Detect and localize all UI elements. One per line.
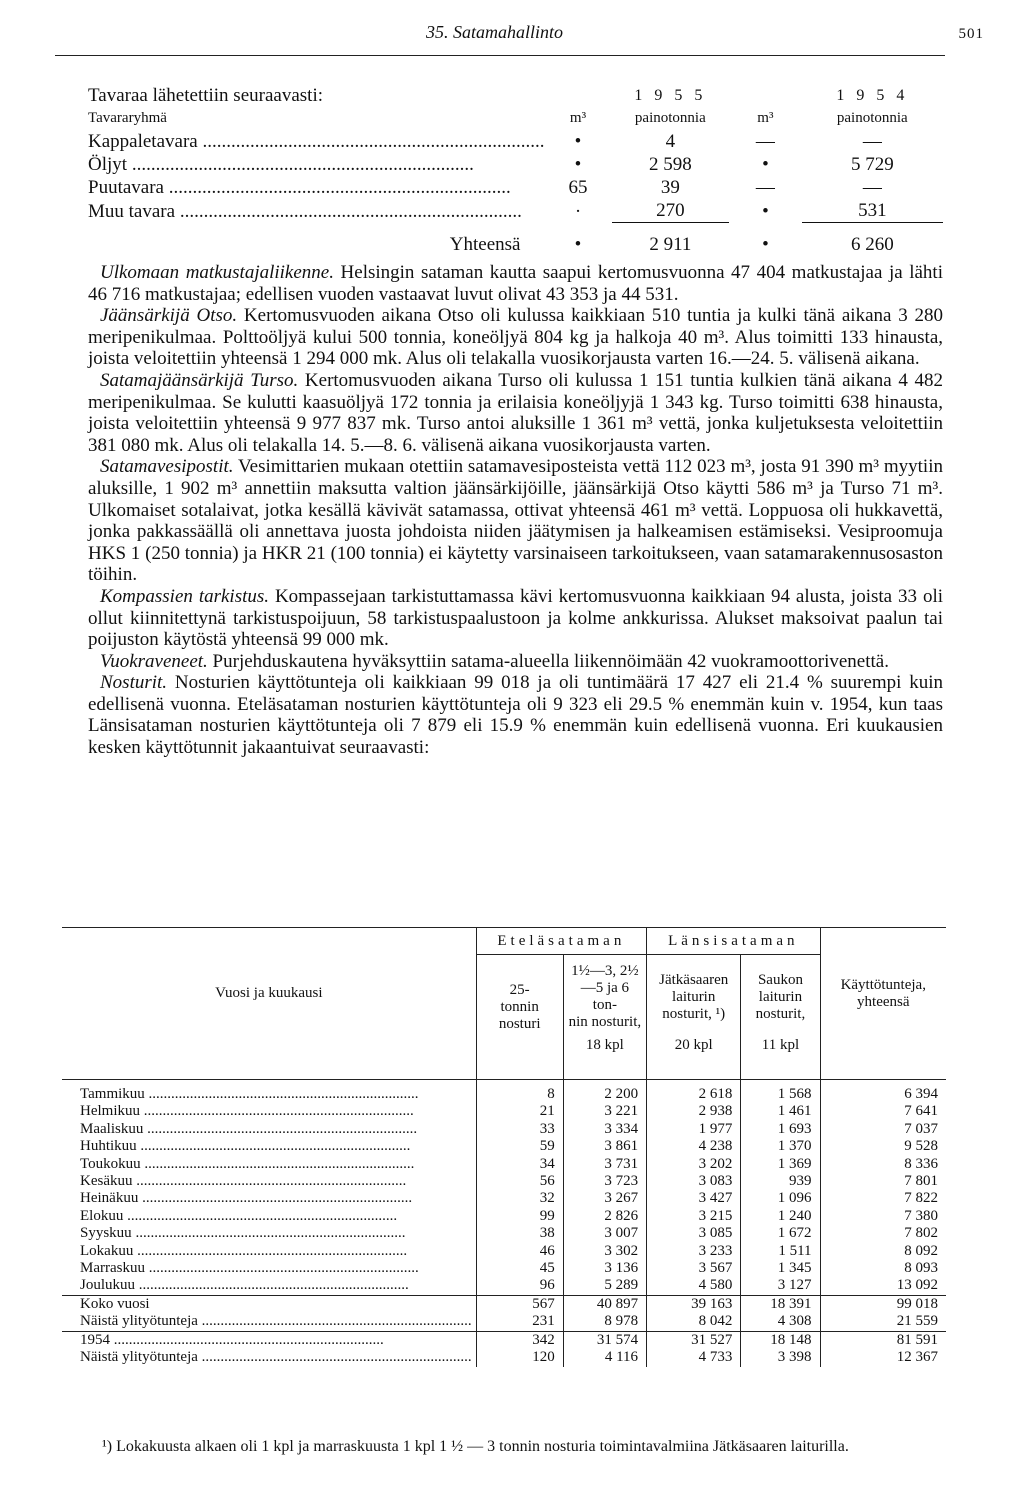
footnote-text: ¹) Lokakuusta alkaen oli 1 kpl ja marraskuusta 1 kpl 1 ½ — 3 tonnin nosturia toimintavalmiina Jätkäsaaren laiturilla. bbox=[102, 1438, 849, 1455]
col-small-line2: —5 ja 6 ton- bbox=[580, 980, 630, 1013]
paragraph-heading: Satamavesipostit. bbox=[100, 456, 234, 478]
paragraph-icebreaker-otso bbox=[88, 305, 943, 370]
cell-value: 1 461 bbox=[741, 1103, 820, 1120]
paragraph-cranes bbox=[88, 672, 943, 758]
cell-value: 2 938 bbox=[647, 1103, 741, 1120]
cell-value: — bbox=[862, 131, 882, 152]
paragraph-text: Helsingin sataman kautta saapui kertomusvuonna 47 404 matkustajaa ja lähti 46 716 matkustajaa; edellisen vuoden vastaavat luvut olivat 43 353 ja 44 531. bbox=[88, 262, 943, 305]
cell-value: 4 bbox=[665, 131, 676, 152]
shipments-table bbox=[88, 84, 943, 256]
paragraph-text: Kertomusvuoden aikana Turso oli kulussa 1 151 tuntia kulkien tänä aikana 4 482 meripenikulmaa. Se kulutti kaasuöljyä 172 tonnia ja erilaisia koneöljyjä 1 343 kg. Turso toimitti 638 hinausta, joista veloitettiin yhteensä 9 977 837 mk. Turso antoi aluksille 1 361 m³ vettä, jonka kuljetuksesta veloitettiin 381 080 mk. Alus oli telakalla 14. 5.—8. 6. välisenä aikana vuosikorjausta varten. bbox=[88, 369, 943, 456]
cell-value: 7 380 bbox=[820, 1208, 946, 1225]
table-row bbox=[62, 1208, 946, 1225]
group-west-header: Länsisataman bbox=[647, 928, 820, 955]
cell-value: 46 bbox=[476, 1243, 563, 1260]
paragraph-icebreaker-turso bbox=[88, 370, 943, 456]
cell-value: 8 bbox=[476, 1086, 563, 1103]
table-row bbox=[62, 1086, 946, 1103]
cell-value: 270 bbox=[656, 200, 685, 221]
cell-value: 7 802 bbox=[820, 1225, 946, 1242]
cell-value: · bbox=[574, 200, 582, 222]
col-jatka-line3: nosturit, ¹) bbox=[662, 1005, 726, 1022]
col-saukko-count: 11 kpl bbox=[741, 1031, 820, 1059]
table-row bbox=[62, 1243, 946, 1260]
cell-value: 531 bbox=[858, 200, 887, 221]
col-jatka-line1: Jätkäsaaren bbox=[659, 971, 729, 988]
cell-value: 3 083 bbox=[647, 1173, 741, 1190]
cell-value: 31 574 bbox=[563, 1331, 646, 1349]
running-header bbox=[55, 22, 984, 48]
table-row bbox=[62, 1331, 946, 1349]
crane-hours-table bbox=[62, 927, 946, 1367]
body-text bbox=[88, 262, 943, 759]
cell-value: 1 977 bbox=[647, 1121, 741, 1138]
total-row bbox=[88, 233, 943, 256]
col-jatka-line2: laiturin bbox=[672, 988, 716, 1005]
cell-value: — bbox=[755, 177, 775, 198]
month-label: Maaliskuu ..... bbox=[80, 1121, 417, 1137]
cell-value: 2 911 bbox=[649, 234, 692, 255]
cell-value: 4 238 bbox=[647, 1138, 741, 1155]
group-label: Tavararyhmä bbox=[88, 110, 167, 126]
cell-value: 65 bbox=[568, 177, 588, 198]
cell-value: 1 672 bbox=[741, 1225, 820, 1242]
cell-value: 21 bbox=[476, 1103, 563, 1120]
month-label: Elokuu ..... bbox=[80, 1208, 397, 1224]
cell-value: 9 528 bbox=[820, 1138, 946, 1155]
paragraph-water-posts bbox=[88, 456, 943, 586]
month-label: Joulukuu ..... bbox=[80, 1277, 409, 1293]
cell-value: 7 641 bbox=[820, 1103, 946, 1120]
cell-value: 8 042 bbox=[647, 1313, 741, 1331]
col-saukko-line2: laiturin bbox=[758, 988, 803, 1005]
cell-value: 4 580 bbox=[647, 1277, 741, 1295]
paragraph-text: Kertomusvuoden aikana Otso oli kulussa kaikkiaan 510 tuntia ja kulki tänä aikana 3 280 meripenikulmaa. Polttoöljyä kului 500 tonnia, koneöljyä 804 kg ja halkoja 40 m³. Alus toimitti 133 hinausta, joista veloitettiin yhteensä 1 294 000 mk. Alus oli telakalla vuosikorjausta varten 16.—24. 5. välisenä aikana. bbox=[88, 305, 944, 370]
year-1954: 1 9 5 4 bbox=[836, 87, 909, 104]
table-row bbox=[88, 176, 943, 199]
cell-value: 18 148 bbox=[741, 1331, 820, 1349]
paragraph-text: Kompassejaan tarkistuttamassa kävi kertomusvuonna kaikkiaan 94 alusta, joista 33 oli ollut kiinnitettynä tarkistuspoijuun, 58 tarkistuspaalustoon ja kolme ankkurissa. Alukset maksoivat paalun tai poijuston käytöstä yhteensä 99 000 mk. bbox=[88, 585, 943, 651]
cell-value: 7 801 bbox=[820, 1173, 946, 1190]
page-number: 501 bbox=[958, 26, 984, 42]
month-label: Huhtikuu ..... bbox=[80, 1138, 410, 1154]
month-label: Syyskuu ..... bbox=[80, 1225, 405, 1241]
cell-value: 7 822 bbox=[820, 1190, 946, 1207]
footnote bbox=[88, 1437, 943, 1456]
cell-value: 120 bbox=[476, 1349, 563, 1366]
cell-value: 81 591 bbox=[820, 1331, 946, 1349]
month-label: Helmikuu ..... bbox=[80, 1103, 414, 1119]
cell-value: 31 527 bbox=[647, 1331, 741, 1349]
header-title: 35. Satamahallinto bbox=[425, 22, 563, 42]
cell-value: 45 bbox=[476, 1260, 563, 1277]
row-label: Kappaletavara ..... bbox=[88, 131, 544, 152]
table-row bbox=[62, 1260, 946, 1277]
cell-value: 39 bbox=[660, 177, 680, 198]
month-label: Lokakuu ..... bbox=[80, 1243, 407, 1259]
cell-value: 6 260 bbox=[850, 234, 894, 255]
cell-value: 3 861 bbox=[563, 1138, 646, 1155]
year-1955: 1 9 5 5 bbox=[634, 87, 707, 104]
col-small-count: 18 kpl bbox=[563, 1031, 646, 1059]
table-row bbox=[62, 1349, 946, 1366]
cell-value: 99 018 bbox=[820, 1295, 946, 1313]
cell-value: 8 978 bbox=[563, 1313, 646, 1331]
table-row bbox=[62, 1173, 946, 1190]
col-month-header: Vuosi ja kuukausi bbox=[62, 928, 476, 1060]
col-saukko-line1: Saukon bbox=[757, 971, 803, 988]
col-total-header: Käyttötunteja, yhteensä bbox=[820, 928, 946, 1060]
cell-value: 8 092 bbox=[820, 1243, 946, 1260]
paragraph-heading: Satamajäänsärkijä Turso. bbox=[100, 369, 299, 391]
cell-value: 2 826 bbox=[563, 1208, 646, 1225]
group-south-header: Eteläsataman bbox=[476, 928, 646, 955]
total-label: Yhteensä bbox=[449, 234, 521, 255]
cell-value: • bbox=[762, 200, 769, 222]
cell-value: 56 bbox=[476, 1173, 563, 1190]
cell-value: — bbox=[862, 177, 882, 198]
cell-value: 32 bbox=[476, 1190, 563, 1207]
paragraph-rental-boats bbox=[88, 651, 943, 673]
cell-value: 6 394 bbox=[820, 1086, 946, 1103]
paragraph-text: Vesimittarien mukaan otettiin satamavesiposteista vettä 112 023 m³, josta 91 390 m³ myytiin aluksille, 1 902 m³ annettiin maksutta valtion jäänsärkijöille, jäänsärkijä Otso käytti 586 m³ ja Turso 71 m³. Ulkomaiset sotalaivat, jotka kesällä kävivät satamassa, ottivat yhteensä 461 m³ vettä. Loppuosa oli hukkavettä, jonka pakkassäällä oli annettava juosta johdoista niiden jäätymisen ja halkeamisen estämiseksi. Vesiproomuja HKS 1 (250 tonnia) ja HKR 21 (100 tonnia) ei käytetty varsinaiseen tarkoitukseen, vaan satamarakennusosaston töihin. bbox=[88, 456, 943, 586]
cell-value: 1 568 bbox=[741, 1086, 820, 1103]
cell-value: 567 bbox=[476, 1295, 563, 1313]
table-row bbox=[62, 1156, 946, 1173]
cell-value: 2 618 bbox=[647, 1086, 741, 1103]
table-row bbox=[88, 153, 943, 176]
table-row bbox=[62, 1295, 946, 1313]
cell-value: 3 731 bbox=[563, 1156, 646, 1173]
cell-value: 7 037 bbox=[820, 1121, 946, 1138]
cell-value: 34 bbox=[476, 1156, 563, 1173]
paragraph-compass-check bbox=[88, 586, 943, 651]
cell-value: • bbox=[762, 234, 769, 255]
cell-value: 231 bbox=[476, 1313, 563, 1331]
month-label: Kesäkuu ..... bbox=[80, 1173, 406, 1189]
header-rule bbox=[55, 55, 945, 56]
cell-value: 1 240 bbox=[741, 1208, 820, 1225]
shipments-intro: Tavaraa lähetettiin seuraavasti: bbox=[88, 85, 323, 106]
paragraph-heading: Nosturit. bbox=[100, 672, 168, 694]
cell-value: 3 233 bbox=[647, 1243, 741, 1260]
paragraph-passenger-traffic bbox=[88, 262, 943, 305]
cell-value: — bbox=[755, 131, 775, 152]
row-label: Puutavara ..... bbox=[88, 177, 511, 198]
crane-hours-table-wrap bbox=[62, 927, 946, 1367]
table-row bbox=[62, 1138, 946, 1155]
table-row bbox=[88, 199, 943, 223]
paragraph-heading: Ulkomaan matkustajaliikenne. bbox=[100, 262, 334, 283]
month-label: Marraskuu ..... bbox=[80, 1260, 419, 1276]
cell-value: 939 bbox=[741, 1173, 820, 1190]
cell-value: 3 215 bbox=[647, 1208, 741, 1225]
cell-value: 18 391 bbox=[741, 1295, 820, 1313]
unit-ton-1954: painotonnia bbox=[836, 110, 908, 126]
cell-value: 3 007 bbox=[563, 1225, 646, 1242]
cell-value: 3 567 bbox=[647, 1260, 741, 1277]
cell-value: • bbox=[574, 154, 582, 175]
cell-value: • bbox=[574, 234, 582, 255]
cell-value: 59 bbox=[476, 1138, 563, 1155]
col-small-line3: nin nosturit, bbox=[568, 1014, 642, 1030]
row-label: Koko vuosi bbox=[80, 1295, 150, 1312]
unit-m3-1954: m³ bbox=[757, 110, 774, 126]
cell-value: 5 289 bbox=[563, 1277, 646, 1295]
cell-value: 4 733 bbox=[647, 1349, 741, 1366]
table-row bbox=[62, 1103, 946, 1120]
paragraph-heading: Vuokraveneet. bbox=[100, 650, 208, 672]
cell-value: 1 345 bbox=[741, 1260, 820, 1277]
cell-value: 12 367 bbox=[820, 1349, 946, 1366]
cell-value: 3 334 bbox=[563, 1121, 646, 1138]
table-row bbox=[62, 1190, 946, 1207]
cell-value: 3 136 bbox=[563, 1260, 646, 1277]
cell-value: 3 085 bbox=[647, 1225, 741, 1242]
table-row bbox=[62, 1225, 946, 1242]
month-label: Tammikuu ..... bbox=[80, 1086, 419, 1102]
row-label: Öljyt ..... bbox=[88, 154, 474, 175]
cell-value: • bbox=[762, 154, 769, 175]
cell-value: 40 897 bbox=[563, 1295, 646, 1313]
cell-value: 96 bbox=[476, 1277, 563, 1295]
cell-value: 3 202 bbox=[647, 1156, 741, 1173]
cell-value: 21 559 bbox=[820, 1313, 946, 1331]
cell-value: 1 370 bbox=[741, 1138, 820, 1155]
row-label: Näistä ylityötunteja ..... bbox=[80, 1349, 472, 1365]
month-label: Heinäkuu ..... bbox=[80, 1190, 412, 1206]
cell-value: 4 116 bbox=[563, 1349, 646, 1366]
cell-value: 2 200 bbox=[563, 1086, 646, 1103]
col-saukko-line3: nosturit, bbox=[755, 1005, 806, 1022]
cell-value: 1 693 bbox=[741, 1121, 820, 1138]
row-label: 1954 ..... bbox=[80, 1332, 384, 1348]
cell-value: 3 267 bbox=[563, 1190, 646, 1207]
cell-value: 99 bbox=[476, 1208, 563, 1225]
cell-value: 4 308 bbox=[741, 1313, 820, 1331]
row-label: Näistä ylityötunteja ..... bbox=[80, 1313, 472, 1329]
cell-value: 2 598 bbox=[648, 154, 692, 175]
table-row bbox=[62, 1121, 946, 1138]
cell-value: 3 127 bbox=[741, 1277, 820, 1295]
cell-value: 8 093 bbox=[820, 1260, 946, 1277]
row-label: Muu tavara ..... bbox=[88, 201, 522, 222]
unit-m3-1955: m³ bbox=[569, 110, 587, 126]
paragraph-heading: Jäänsärkijä Otso. bbox=[100, 305, 238, 327]
cell-value: 8 336 bbox=[820, 1156, 946, 1173]
cell-value: 39 163 bbox=[647, 1295, 741, 1313]
cell-value: 38 bbox=[476, 1225, 563, 1242]
cell-value: • bbox=[574, 131, 582, 152]
cell-value: 342 bbox=[476, 1331, 563, 1349]
paragraph-heading: Kompassien tarkistus. bbox=[100, 585, 270, 607]
unit-ton-1955: painotonnia bbox=[634, 110, 706, 126]
col-small-line1: 1½—3, 2½ bbox=[571, 963, 639, 979]
table-row bbox=[88, 130, 943, 153]
cell-value: 1 369 bbox=[741, 1156, 820, 1173]
cell-value: 3 723 bbox=[563, 1173, 646, 1190]
table-row bbox=[62, 1277, 946, 1295]
cell-value: 3 427 bbox=[647, 1190, 741, 1207]
month-label: Toukokuu ..... bbox=[80, 1156, 414, 1172]
cell-value: 33 bbox=[476, 1121, 563, 1138]
cell-value: 13 092 bbox=[820, 1277, 946, 1295]
col-jatka-count: 20 kpl bbox=[647, 1031, 741, 1059]
cell-value: 1 096 bbox=[741, 1190, 820, 1207]
cell-value: 3 302 bbox=[563, 1243, 646, 1260]
cell-value: 5 729 bbox=[850, 154, 894, 175]
paragraph-text: Nosturien käyttötunteja oli kaikkiaan 99 018 ja oli tuntimäärä 17 427 eli 21.4 % suurempi kuin edellisenä vuonna. Eteläsataman nosturien käyttötunteja oli 9 323 eli 29.5 % enemmän kuin v. 1954, kun taas Länsisataman nosturien käyttötunteja oli 7 879 eli 15.9 % enemmän kuin edellisenä vuonna. Eri kuukausien kesken käyttötunnit jakaantuivat seuraavasti: bbox=[88, 672, 943, 759]
table-row bbox=[62, 1313, 946, 1331]
col-25ton-header: 25-tonnin nosturi bbox=[476, 955, 563, 1060]
cell-value: 3 221 bbox=[563, 1103, 646, 1120]
cell-value: 1 511 bbox=[741, 1243, 820, 1260]
paragraph-text: Purjehduskautena hyväksyttiin satama-alueella liikennöimään 42 vuokramoottorivenettä. bbox=[207, 650, 889, 672]
cell-value: 3 398 bbox=[741, 1349, 820, 1366]
